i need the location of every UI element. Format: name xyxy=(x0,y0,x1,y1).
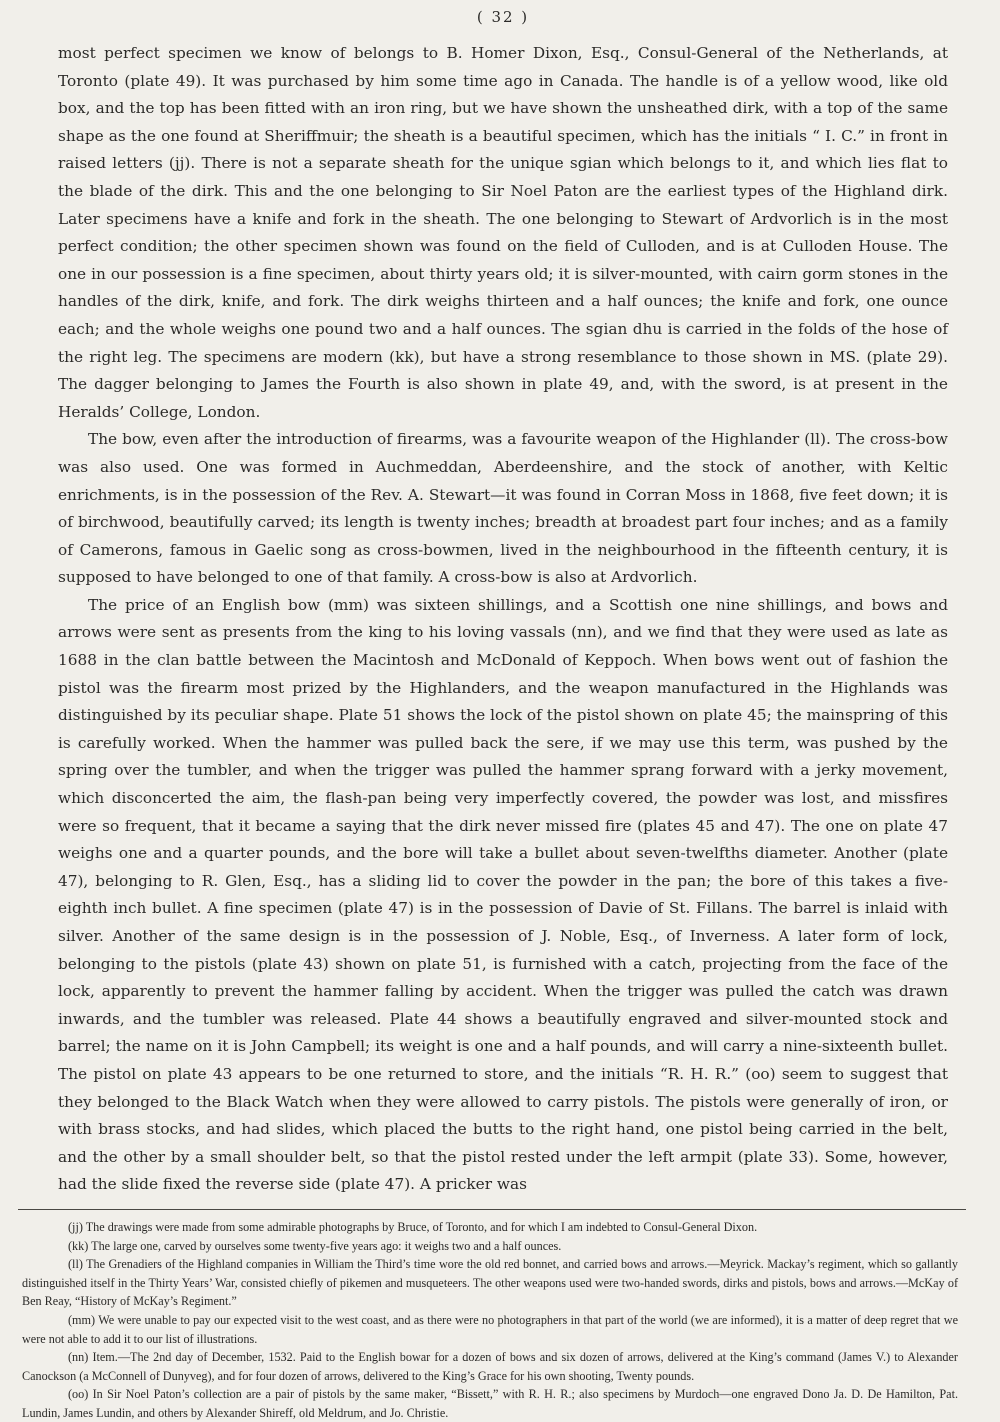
footnotes xyxy=(22,1218,958,1422)
footnote-oo: (oo) In Sir Noel Paton’s collection are a pair of pistols by the same maker, “Bissett,” with R. H. R.; also specimens by Murdoch—one engraved Dono Ja. D. De Hamilton, Pat. Lundin, James Lundin, and others by Alexander Shireff, old Meldrum, and Jo. Christie. xyxy=(22,1387,958,1420)
footnote-kk: (kk) The large one, carved by ourselves some twenty-five years ago: it weighs two and a half ounces. xyxy=(68,1238,562,1253)
footnote-jj: (jj) The drawings were made from some admirable photographs by Bruce, of Toronto, and for which I am indebted to Consul-General Dixon. xyxy=(68,1219,758,1234)
footnote-nn: (nn) Item.—The 2nd day of December, 1532. Paid to the English bowar for a dozen of bows and six dozen of arrows, delivered at the King’s command (James V.) to Alexander Canockson (a McConnell of Dunyveg), and for four dozen of arrows, delivered to the King’s Grace for his own shooting, Twenty pounds. xyxy=(22,1350,958,1383)
footnote-divider xyxy=(18,1209,966,1210)
paragraph-bow: The bow, even after the introduction of firearms, was a favourite weapon of the Highlander (ll). The cross-bow was also used. One was formed in Auchmeddan, Aberdeenshire, and the stock of another, with Keltic enrichments, is in the possession of the Rev. A. Stewart—it was found in Corran Moss in 1868, five feet down; it is of birchwood, beautifully carved; its length is twenty inches; breadth at broadest part four inches; and as a family of Camerons, famous in Gaelic song as cross-bowmen, lived in the neighbourhood in the fifteenth century, it is supposed to have belonged to one of that family. A cross-bow is also at Ardvorlich. xyxy=(58,430,948,587)
footnote-ll: (ll) The Grenadiers of the Highland companies in William the Third’s time wore the old red bonnet, and carried bows and arrows.—Meyrick. Mackay’s regiment, which so gallantly distinguished itself in the Thirty Years’ War, consisted chiefly of pikemen and musqueteers. The other weapons used were two-handed swords, dirks and pistols, bows and arrows.—McKay of Ben Reay, “History of McKay’s Regiment.” xyxy=(22,1257,958,1309)
paragraph-dirk: most perfect specimen we know of belongs to B. Homer Dixon, Esq., Consul-General of the Netherlands, at Toronto (plate 49). It was purchased by him some time ago in Canada. The handle is of a yellow wood, like old box, and the top has been fitted with an iron ring, but we have shown the unsheathed dirk, with a top of the same shape as the one found at Sheriffmuir; the sheath is a beautiful specimen, which has the initials “ I. C.” in front in raised letters (jj). There is not a separate sheath for the unique sgian which belongs to it, and which lies flat to the blade of the dirk. This and the one belonging to Sir Noel Paton are the earliest types of the Highland dirk. Later specimens have a knife and fork in the sheath. The one belonging to Stewart of Ardvorlich is in the most perfect condition; the other specimen shown was found on the field of Culloden, and is at Culloden House. The one in our possession is a fine specimen, about thirty years old; it is silver-mounted, with cairn gorm stones in the handles of the dirk, knife, and fork. The dirk weighs thirteen and a half ounces; the knife and fork, one ounce each; and the whole weighs one pound two and a half ounces. The sgian dhu is carried in the folds of the hose of the right leg. The specimens are modern (kk), but have a strong resemblance to those shown in MS. (plate 29). The dagger belonging to James the Fourth is also shown in plate 49, and, with the sword, is at present in the Heralds’ College, London. xyxy=(58,44,948,421)
body-text xyxy=(58,40,948,1199)
footnote-mm: (mm) We were unable to pay our expected visit to the west coast, and as there were no photographers in that part of the world (we are informed), it is a matter of deep regret that we were not able to add it to our list of illustrations. xyxy=(22,1312,958,1346)
page-number: ( 32 ) xyxy=(476,8,530,26)
paragraph-pistol: The price of an English bow (mm) was sixteen shillings, and a Scottish one nine shillings, and bows and arrows were sent as presents from the king to his loving vassals (nn), and we find that they were used as late as 1688 in the clan battle between the Macintosh and McDonald of Keppoch. When bows went out of fashion the pistol was the firearm most prized by the Highlanders, and the weapon manufactured in the Highlands was distinguished by its peculiar shape. Plate 51 shows the lock of the pistol shown on plate 45; the mainspring of this is carefully worked. When the hammer was pulled back the sere, if we may use this term, was pushed by the spring over the tumbler, and when the trigger was pulled the hammer sprang forward with a jerky movement, which disconcerted the aim, the flash-pan being very imperfectly covered, the powder was lost, and missfires were so frequent, that it became a saying that the dirk never missed fire (plates 45 and 47). The one on plate 47 weighs one and a quarter pounds, and the bore will take a bullet about seven-twelfths diameter. Another (plate 47), belonging to R. Glen, Esq., has a sliding lid to cover the powder in the pan; the bore of this takes a five-eighth inch bullet. A fine specimen (plate 47) is in the possession of Davie of St. Fillans. The barrel is inlaid with silver. Another of the same design is in the possession of J. Noble, Esq., of Inverness. A later form of lock, belonging to the pistols (plate 43) shown on plate 51, is furnished with a catch, projecting from the face of the lock, apparently to prevent the hammer falling by accident. When the trigger was pulled the catch was drawn inwards, and the tumbler was released. Plate 44 shows a beautifully engraved and silver-mounted stock and barrel; the name on it is John Campbell; its weight is one and a half pounds, and will carry a nine-sixteenth bullet. The pistol on plate 43 appears to be one returned to store, and the initials “R. H. R.” (oo) seem to suggest that they belonged to the Black Watch when they were allowed to carry pistols. The pistols were generally of iron, or with brass stocks, and had slides, which placed the butts to the right hand, one pistol being carried in the belt, and the other by a small shoulder belt, so that the pistol rested under the left armpit (plate 33). Some, however, had the slide fixed the reverse side (plate 47). A pricker was xyxy=(58,595,948,1194)
